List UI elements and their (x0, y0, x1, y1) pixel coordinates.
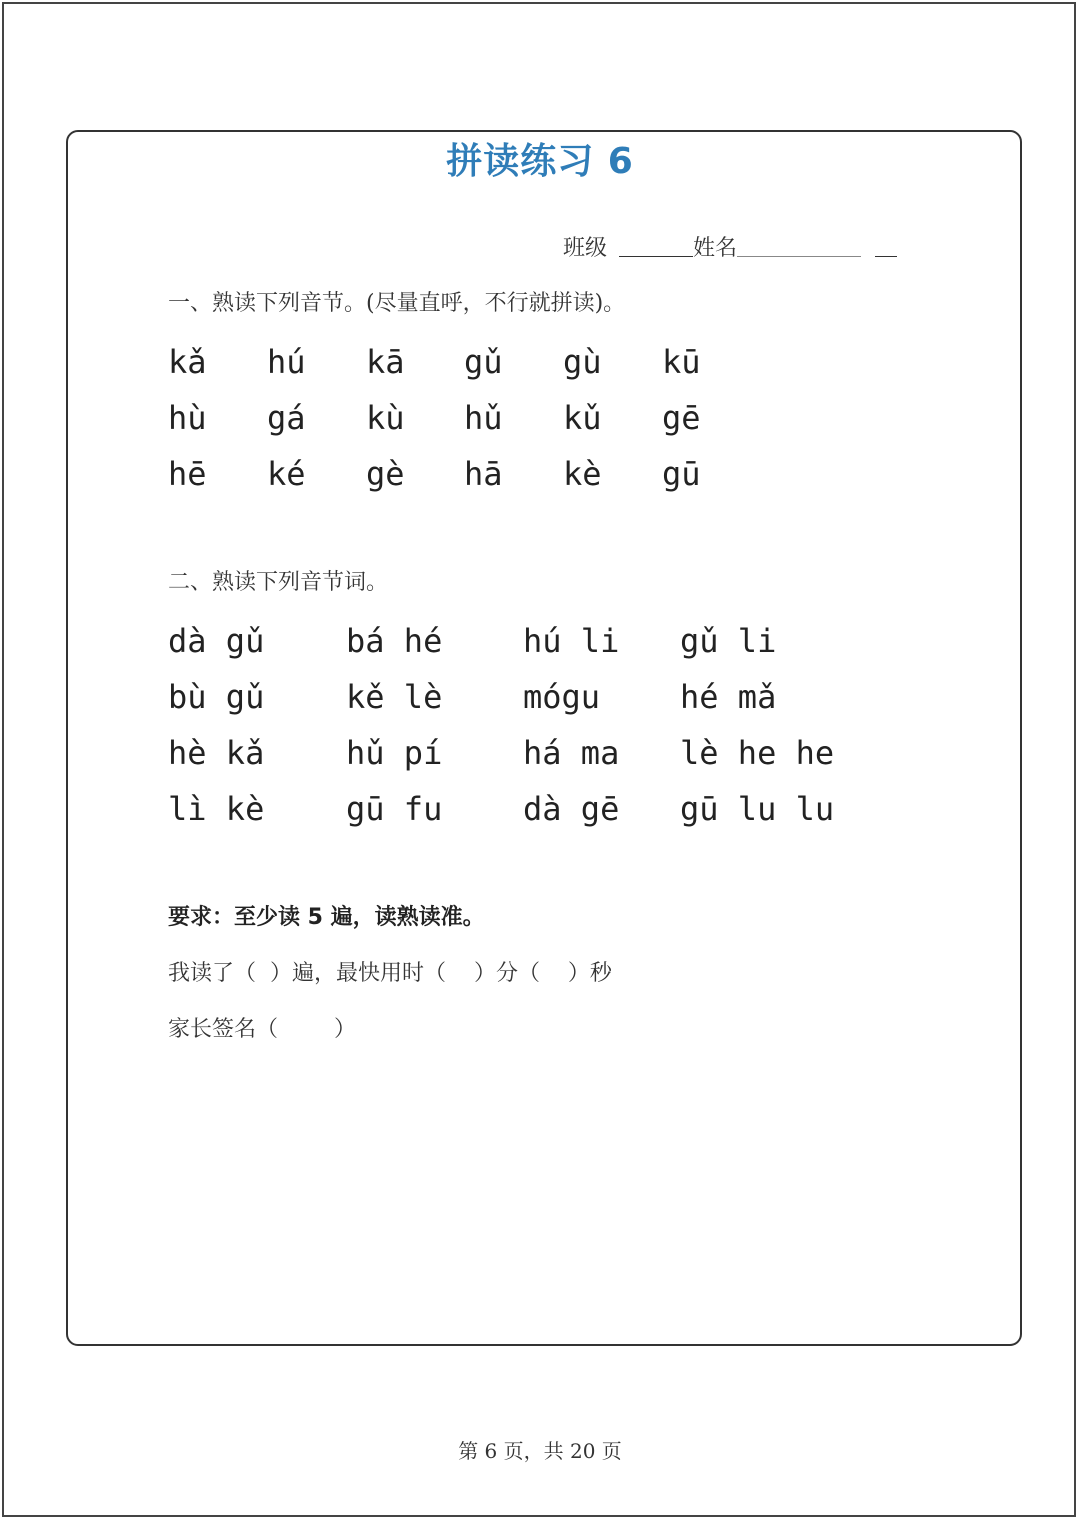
section2-heading: 二、熟读下列音节词。 (168, 570, 389, 595)
class-name-line (563, 232, 923, 266)
name-blank-tail (875, 232, 897, 257)
syllable: kū (662, 343, 701, 381)
syllable: kè (563, 455, 602, 493)
pinyin-word: dà gǔ (168, 622, 265, 660)
syllable: kǔ (563, 399, 602, 437)
syllable: hù (168, 399, 207, 437)
class-label: 班级 (563, 236, 608, 261)
syllable: hā (464, 455, 503, 493)
pinyin-word: mógu (523, 678, 601, 716)
parent-signature-line[interactable]: 家长签名（ ） (168, 1017, 356, 1042)
syllable: ké (267, 455, 306, 493)
syllable: gè (366, 455, 405, 493)
pinyin-word: dà gē (523, 790, 620, 828)
section1-heading: 一、熟读下列音节。(尽量直呼，不行就拼读)。 (168, 291, 626, 316)
syllable: kǎ (168, 343, 207, 381)
name-label: 姓名 (693, 236, 738, 261)
reading-record-line[interactable]: 我读了（ ）遍，最快用时（ ）分（ ）秒 (168, 961, 612, 986)
pinyin-word: lì kè (168, 790, 265, 828)
worksheet-title: 拼读练习 6 (446, 141, 634, 182)
syllable: gǔ (464, 343, 503, 381)
requirement-text: 要求：至少读 5 遍，读熟读准。 (168, 905, 485, 930)
syllable: hē (168, 455, 207, 493)
pinyin-word: há ma (523, 734, 620, 772)
pinyin-word: hé mǎ (680, 678, 777, 716)
syllable: gá (267, 399, 306, 437)
syllable: gū (662, 455, 701, 493)
pinyin-word: hè kǎ (168, 734, 265, 772)
class-blank[interactable] (619, 232, 693, 257)
syllable: hǔ (464, 399, 503, 437)
pinyin-word: hú li (523, 622, 620, 660)
pinyin-word: bá hé (346, 622, 443, 660)
syllable: hú (267, 343, 306, 381)
syllable: gē (662, 399, 701, 437)
pinyin-word: hǔ pí (346, 734, 443, 772)
pinyin-word: kě lè (346, 678, 443, 716)
pinyin-word: gū lu lu (680, 790, 835, 828)
syllable: gù (563, 343, 602, 381)
name-blank[interactable] (737, 232, 861, 257)
page-footer: 第 6 页，共 20 页 (458, 1439, 622, 1463)
pinyin-word: gǔ li (680, 622, 777, 660)
pinyin-word: bù gǔ (168, 678, 265, 716)
syllable: kù (366, 399, 405, 437)
pinyin-word: gū fu (346, 790, 443, 828)
pinyin-word: lè he he (680, 734, 835, 772)
syllable: kā (366, 343, 405, 381)
